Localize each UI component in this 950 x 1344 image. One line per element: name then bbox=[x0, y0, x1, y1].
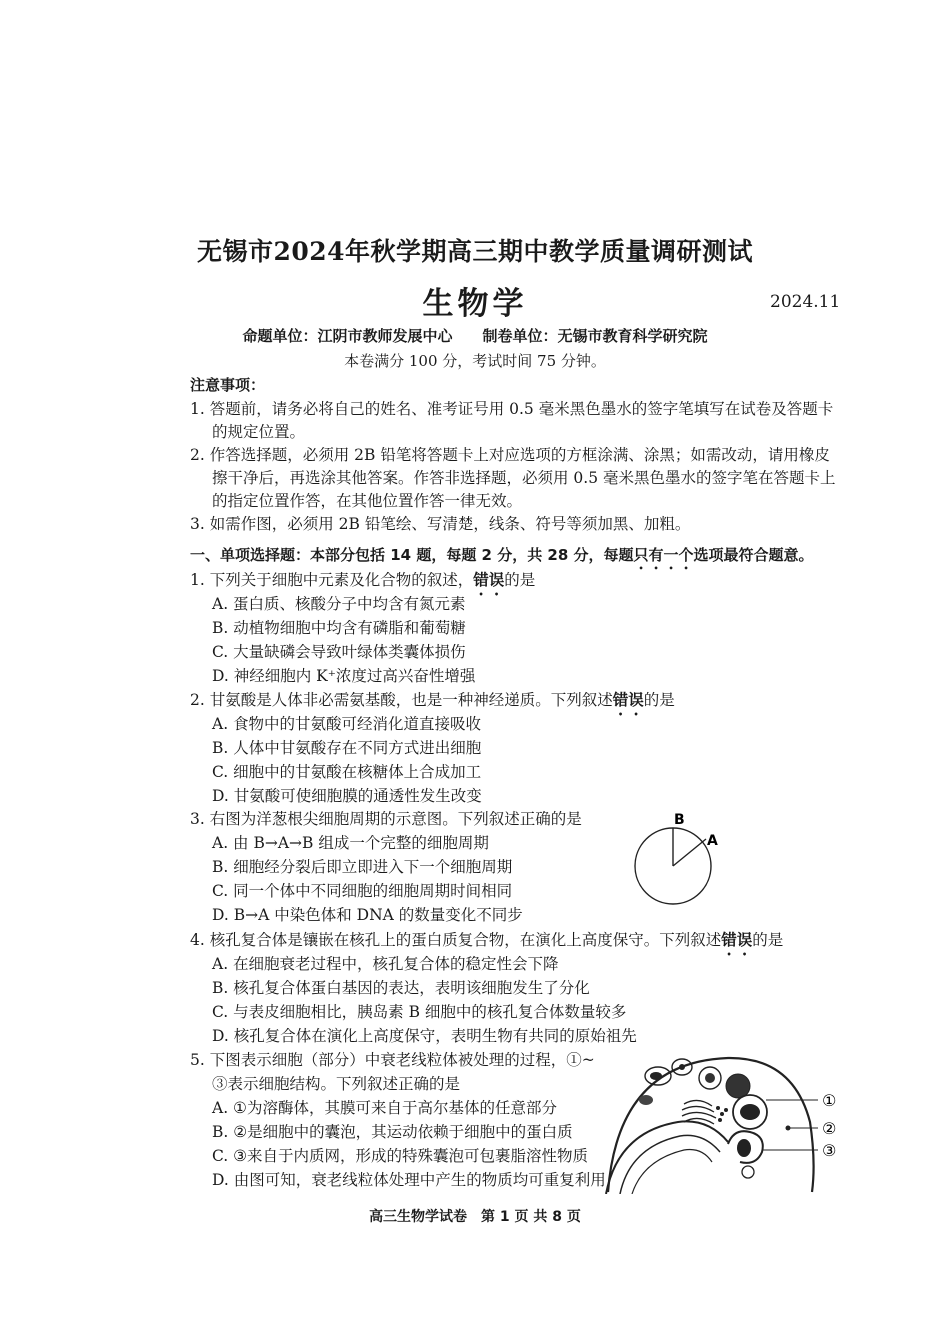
q4-option-a: A. 在细胞衰老过程中，核孔复合体的稳定性会下降 bbox=[212, 955, 559, 973]
score-time-line: 本卷满分 100 分，考试时间 75 分钟。 bbox=[344, 352, 606, 370]
notice-heading: 注意事项： bbox=[190, 376, 266, 394]
lysosome-core bbox=[705, 1073, 715, 1083]
notice-line: 2. 作答选择题，必须用 2B 铅笔将答题卡上对应选项的方框涂满、涂黑；如需改动，请用橡皮 bbox=[190, 446, 830, 464]
exam-title: 无锡市2024年秋学期高三期中教学质量调研测试 bbox=[196, 237, 754, 266]
q5-stem-cont: ③表示细胞结构。下列叙述正确的是 bbox=[212, 1075, 461, 1093]
q2-stem-part: 的是 bbox=[643, 691, 675, 709]
vesicle bbox=[742, 1166, 754, 1178]
q3-stem: 3. 右图为洋葱根尖细胞周期的示意图。下列叙述正确的是 bbox=[190, 810, 582, 828]
figure-label-3: ③ bbox=[822, 1141, 837, 1160]
cell-cycle-radius-a bbox=[673, 839, 706, 866]
notice-line: 1. 答题前，请务必将自己的姓名、准考证号用 0.5 毫米黑色墨水的签字笔填写在试卷及答题卡 bbox=[190, 400, 834, 418]
q2-option-d: D. 甘氨酸可使细胞膜的通透性发生改变 bbox=[212, 787, 482, 805]
mitochondrion bbox=[737, 1139, 751, 1157]
page-footer: 高三生物学试卷 第 1 页 共 8 页 bbox=[369, 1209, 581, 1225]
q5-stem: 5. 下图表示细胞（部分）中衰老线粒体被处理的过程，①~ bbox=[190, 1051, 595, 1069]
section-heading-emphasis: 只有一个 bbox=[633, 546, 694, 564]
q3-option-a: A. 由 B→A→B 组成一个完整的细胞周期 bbox=[212, 834, 489, 852]
q5-option-a: A. ①为溶酶体，其膜可来自于高尔基体的任意部分 bbox=[212, 1099, 557, 1117]
mitochondrion bbox=[726, 1074, 750, 1098]
q5-option-c: C. ③来自于内质网，形成的特殊囊泡可包裹脂溶性物质 bbox=[212, 1147, 589, 1165]
nuclear-envelope bbox=[632, 1150, 712, 1195]
q4-option-b: B. 核孔复合体蛋白基因的表达，表明该细胞发生了分化 bbox=[212, 979, 590, 997]
cell-cycle-figure bbox=[628, 808, 738, 918]
q1-stem-emphasis: 错误 bbox=[473, 570, 505, 589]
damaged-mitochondrion bbox=[740, 1104, 760, 1120]
figure-label-1: ① bbox=[822, 1091, 837, 1110]
q3-option-b: B. 细胞经分裂后即立即进入下一个细胞周期 bbox=[212, 858, 513, 876]
q4-option-c: C. 与表皮细胞相比，胰岛素 B 细胞中的核孔复合体数量较多 bbox=[212, 1003, 627, 1021]
q4-stem-emphasis: 错误 bbox=[721, 930, 753, 949]
exam-date: 2024.11 bbox=[770, 292, 841, 312]
q2-stem-emphasis: 错误 bbox=[612, 690, 644, 709]
q5-option-d: D. 由图可知，衰老线粒体处理中产生的物质均可重复利用 bbox=[212, 1171, 606, 1189]
q1-stem-part: 1. 下列关于细胞中元素及化合物的叙述， bbox=[190, 571, 474, 589]
q4-option-d: D. 核孔复合体在演化上高度保守，表明生物有共同的原始祖先 bbox=[212, 1027, 637, 1045]
figure-label-2: ② bbox=[822, 1119, 837, 1138]
q2-option-b: B. 人体中甘氨酸存在不同方式进出细胞 bbox=[212, 739, 482, 757]
golgi-apparatus bbox=[682, 1100, 716, 1124]
subject-title: 生物学 bbox=[422, 286, 528, 322]
q4-stem-part: 的是 bbox=[752, 931, 784, 949]
vesicle-cluster bbox=[716, 1106, 728, 1122]
q1-option-a: A. 蛋白质、核酸分子中均含有氮元素 bbox=[212, 595, 466, 613]
notice-line: 3. 如需作图，必须用 2B 铅笔绘、写清楚，线条、符号等须加黑、加粗。 bbox=[190, 515, 691, 533]
q1-option-d: D. 神经细胞内 K⁺浓度过高兴奋性增强 bbox=[212, 667, 476, 685]
mitochondria-figure bbox=[598, 1052, 848, 1194]
q2-option-c: C. 细胞中的甘氨酸在核糖体上合成加工 bbox=[212, 763, 482, 781]
vesicle-dot bbox=[786, 1126, 791, 1131]
notice-line: 的指定位置作答，在其他位置作答一律无效。 bbox=[212, 492, 523, 510]
q1-option-c: C. 大量缺磷会导致叶绿体类囊体损伤 bbox=[212, 643, 466, 661]
q3-option-d: D. B→A 中染色体和 DNA 的数量变化不同步 bbox=[212, 906, 523, 924]
q2-option-a: A. 食物中的甘氨酸可经消化道直接吸收 bbox=[212, 715, 482, 733]
q1-stem-part: 的是 bbox=[504, 571, 536, 589]
vesicle-core bbox=[650, 1072, 662, 1080]
cell-cycle-label-b: B bbox=[674, 812, 685, 828]
vesicle bbox=[639, 1095, 653, 1105]
q3-option-c: C. 同一个体中不同细胞的细胞周期时间相同 bbox=[212, 882, 513, 900]
vesicle-core bbox=[679, 1064, 685, 1070]
q1-option-b: B. 动植物细胞中均含有磷脂和葡萄糖 bbox=[212, 619, 466, 637]
section-heading-part: 选项最符合题意。 bbox=[693, 546, 814, 564]
cell-cycle-label-a: A bbox=[707, 833, 718, 849]
q2-stem-part: 2. 甘氨酸是人体非必需氨基酸，也是一种神经递质。下列叙述 bbox=[190, 691, 613, 709]
nuclear-envelope bbox=[606, 1121, 728, 1194]
notice-line: 擦干净后，再选涂其他答案。作答非选择题，必须用 0.5 毫米黑色墨水的签字笔在答题卡上 bbox=[212, 469, 836, 487]
section-heading-part: 一、单项选择题：本部分包括 14 题，每题 2 分，共 28 分，每题 bbox=[190, 546, 634, 564]
q4-stem-part: 4. 核孔复合体是镶嵌在核孔上的蛋白质复合物，在演化上高度保守。下列叙述 bbox=[190, 931, 722, 949]
author-units: 命题单位：江阴市教师发展中心 制卷单位：无锡市教育科学研究院 bbox=[242, 327, 708, 345]
q5-option-b: B. ②是细胞中的囊泡，其运动依赖于细胞中的蛋白质 bbox=[212, 1123, 573, 1141]
notice-line: 的规定位置。 bbox=[212, 423, 306, 441]
